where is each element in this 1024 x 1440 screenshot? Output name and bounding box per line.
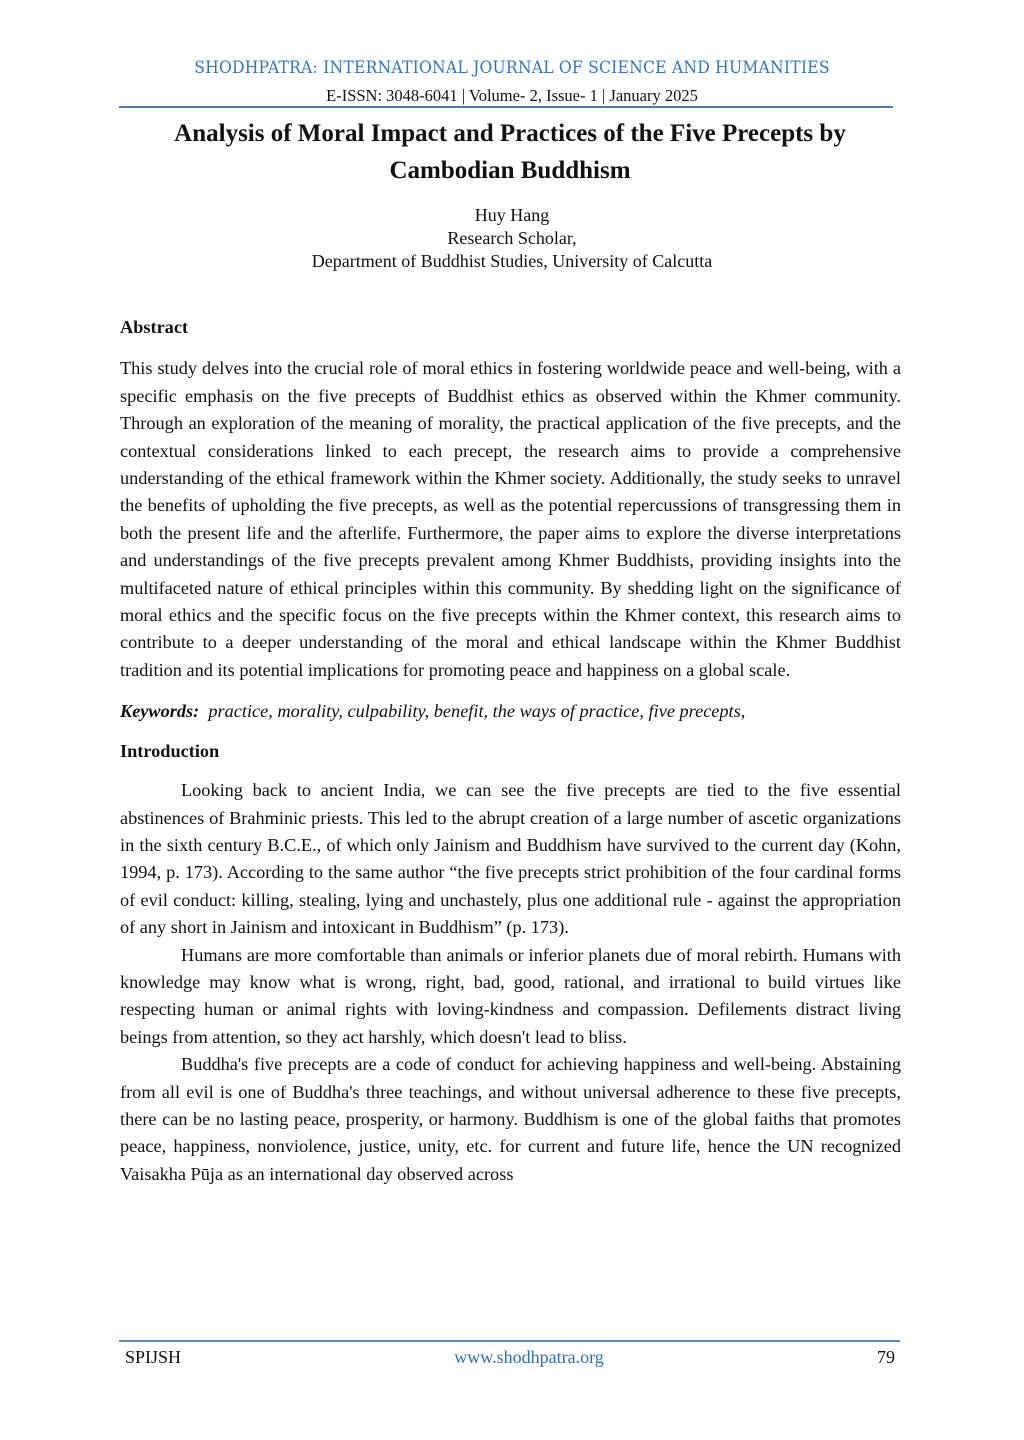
author-block	[0, 204, 1024, 273]
intro-paragraph: Humans are more comfortable than animals or inferior planets due of moral rebirth. Humans with knowledge may know what is wrong, right, bad, good, rational, and irrational to build virtues like respecting human or animal rights with loving-kindness and compassion. Defilements distract living beings from attention, so they act harshly, which doesn't lead to bliss.	[120, 944, 901, 1047]
header-divider	[119, 106, 893, 108]
keywords-label: Keywords:	[120, 701, 200, 722]
page-footer	[125, 1347, 895, 1368]
intro-paragraph: Buddha's five precepts are a code of conduct for achieving happiness and well-being. Abstaining from all evil is one of Buddha's three teachings, and without universal adherence to these five precepts, there can be no lasting peace, prosperity, or harmony. Buddhism is one of the global faiths that promotes peace, happiness, nonviolence, justice, unity, etc. for current and future life, hence the UN recognized Vaisakha Pūja as an international day observed across	[120, 1054, 901, 1184]
abstract-text: This study delves into the crucial role of moral ethics in fostering worldwide peace and well-being, with a specific emphasis on the five precepts of Buddhist ethics as observed within the Khmer community. Through an exploration of the meaning of morality, the practical application of the five precepts, and the contextual considerations linked to each precept, the research aims to provide a comprehensive understanding of the ethical framework within the Khmer society. Additionally, the study seeks to unravel the benefits of upholding the five precepts, as well as the potential repercussions of transgressing them in both the present life and the afterlife. Furthermore, the paper aims to explore the diverse interpretations and understandings of the five precepts prevalent among Khmer Buddhists, providing insights into the multifaceted nature of ethical principles within this community. By shedding light on the significance of moral ethics and the specific focus on the five precepts within the Khmer context, this research aims to contribute to a deeper understanding of the moral and ethical landscape within the Khmer Buddhist tradition and its potential implications for promoting peace and happiness on a global scale.	[120, 358, 901, 680]
article-title: Analysis of Moral Impact and Practices of the Five Precepts by Cambodian Buddhism	[174, 120, 846, 184]
journal-name: SHODHPATRA: INTERNATIONAL JOURNAL OF SCIENCE AND HUMANITIES	[194, 58, 830, 78]
article-body	[120, 314, 901, 1188]
author-role: Research Scholar,	[447, 228, 577, 248]
author-name: Huy Hang	[474, 205, 550, 225]
keywords-line	[120, 698, 901, 725]
author-affiliation: Department of Buddhist Studies, University of Calcutta	[311, 251, 713, 271]
keywords-text: practice, morality, culpability, benefit, the ways of practice, five precepts,	[208, 701, 746, 722]
footer-journal-abbrev: SPIJSH	[125, 1347, 182, 1367]
intro-paragraph: Looking back to ancient India, we can see the five precepts are tied to the five essential abstinences of Brahminic priests. This led to the abrupt creation of a large number of ascetic organizations in the sixth century B.C.E., of which only Jainism and Buddhism have survived to the current day (Kohn, 1994, p. 173). According to the same author “the five precepts strict prohibition of the four cardinal forms of evil conduct: killing, stealing, lying and unchastely, plus one additional rule - against the appropriation of any short in Jainism and intoxicant in Buddhism” (p. 173).	[120, 780, 901, 938]
page-number: 79	[876, 1347, 895, 1367]
footer-divider	[119, 1340, 900, 1342]
journal-issue-meta: E-ISSN: 3048-6041 | Volume- 2, Issue- 1 | January 2025	[326, 86, 698, 105]
footer-website-link[interactable]: www.shodhpatra.org	[454, 1347, 604, 1367]
introduction-heading: Introduction	[120, 740, 220, 761]
abstract-heading: Abstract	[120, 317, 189, 337]
